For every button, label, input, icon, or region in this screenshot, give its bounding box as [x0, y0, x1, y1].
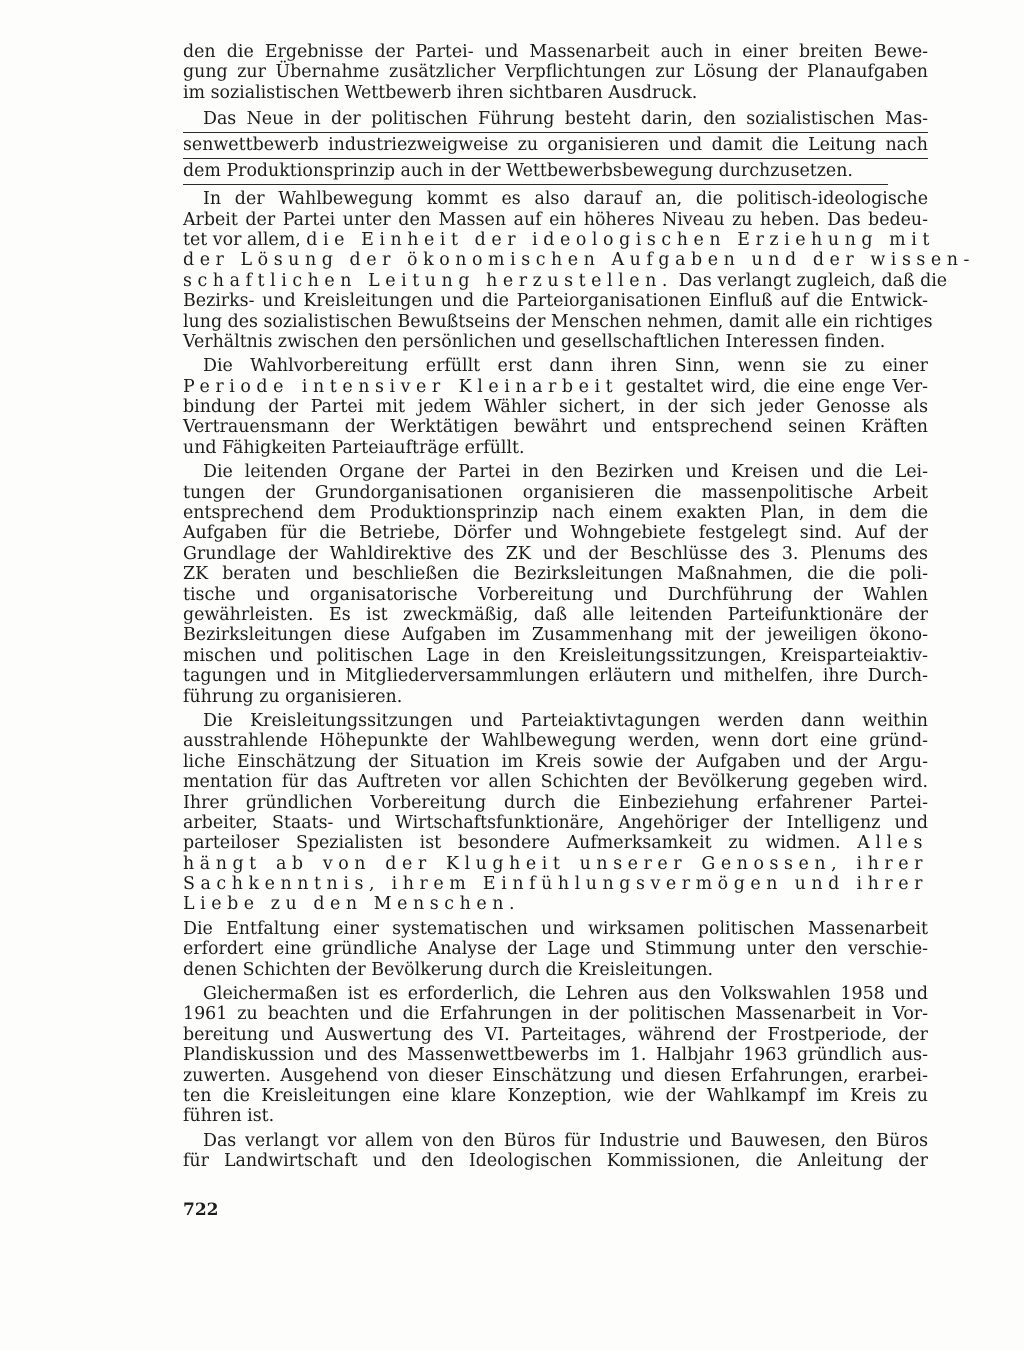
- paragraph: [183, 462, 928, 707]
- body-text: [183, 42, 975, 1176]
- emphasized-text: schaftlichen Leitung herzustellen.: [183, 270, 674, 291]
- text-line: Bezirks- und Kreisleitungen und die Parteiorganisationen Einfluß auf die Entwick-: [183, 291, 928, 312]
- text-line: Verhältnis zwischen den persönlichen und gesellschaftlichen Interessen finden.: [183, 331, 886, 352]
- text-line: entsprechend dem Produktionsprinzip nach einem exakten Plan, in dem die: [183, 503, 928, 524]
- text-line: mischen und politischen Lage in den Kreisleitungssitzungen, Kreisparteiaktiv-: [183, 645, 928, 666]
- text-line: führung zu organisieren.: [183, 686, 403, 707]
- text-segment: Das verlangt zugleich, daß die: [678, 270, 948, 291]
- text-line: Plandiskussion und des Massenwettbewerbs im 1. Halbjahr 1963 gründlich aus-: [183, 1045, 928, 1066]
- text-line: Die Wahlvorbereitung erfüllt erst dann ihren Sinn, wenn sie zu einer: [203, 356, 928, 377]
- text-line: gewährleisten. Es ist zweckmäßig, daß alle leitenden Parteifunktionäre der: [183, 604, 928, 625]
- text-segment: gestaltet wird, die eine enge Ver-: [625, 376, 929, 397]
- text-line: [183, 377, 928, 397]
- paragraph: [183, 356, 928, 458]
- text-line: [183, 833, 928, 853]
- emphasized-text: die Einheit der ideologischen Erziehung mit: [306, 229, 935, 250]
- text-line: 1961 zu beachten und die Erfahrungen in der politischen Massenarbeit in Vor-: [183, 1004, 928, 1025]
- text-line: Das Neue in der politischen Führung besteht darin, den sozialistischen Mas-: [183, 107, 928, 133]
- text-segment: tet vor allem,: [183, 229, 301, 250]
- text-line: Gleichermaßen ist es erforderlich, die Lehren aus den Volkswahlen 1958 und: [203, 984, 928, 1005]
- emphasized-text: Periode intensiver Kleinarbeit: [183, 376, 619, 397]
- text-line: Aufgaben für die Betriebe, Dörfer und Wohngebiete festgelegt sind. Auf der: [183, 523, 928, 544]
- text-line: [183, 270, 948, 291]
- text-line: denen Schichten der Bevölkerung durch die Kreisleitungen.: [183, 959, 714, 980]
- text-line: erfordert eine gründliche Analyse der Lage und Stimmung unter den verschie-: [183, 939, 928, 960]
- text-line: führen ist.: [183, 1106, 275, 1127]
- text-line: Die leitenden Organe der Partei in den Bezirken und Kreisen und die Lei-: [203, 462, 928, 483]
- text-line: den die Ergebnisse der Partei- und Massenarbeit auch in einer breiten Bewe-: [183, 42, 928, 62]
- text-line: liche Einschätzung der Situation im Kreis sowie der Aufgaben und der Argu-: [183, 751, 928, 772]
- paragraph: [183, 919, 928, 980]
- text-line: Grundlage der Wahldirektive des ZK und der Beschlüsse des 3. Plenums des: [183, 543, 928, 564]
- text-line: Das verlangt vor allem von den Büros für Industrie und Bauwesen, den Büros: [203, 1130, 928, 1151]
- text-line: arbeiter, Staats- und Wirtschaftsfunktionäre, Angehöriger der Intelligenz und: [183, 812, 928, 833]
- text-line: Vertrauensmann der Werktätigen bewährt und entsprechend seinen Kräften: [183, 417, 928, 438]
- paragraph: [183, 1131, 928, 1172]
- text-line: bereitung und Auswertung des VI. Parteitages, während der Frostperiode, der: [183, 1024, 928, 1045]
- text-line: zuwerten. Ausgehend von dieser Einschätzung und diesen Erfahrungen, erarbei-: [183, 1065, 928, 1086]
- underlined-paragraph: [183, 107, 928, 185]
- text-line: Die Entfaltung einer systematischen und wirksamen politischen Massenarbeit: [183, 918, 928, 939]
- text-line: ten die Kreisleitungen eine klare Konzeption, wie der Wahlkampf im Kreis zu: [183, 1085, 928, 1106]
- text-line: Arbeit der Partei unter den Massen auf ein höheres Niveau zu heben. Das bedeu-: [183, 209, 928, 230]
- text-line: Die Kreisleitungssitzungen und Parteiaktivtagungen werden dann weithin: [203, 710, 928, 731]
- emphasized-text-line: hängt ab von der Klugheit unserer Genossen, ihrer: [183, 853, 928, 874]
- text-line: lung des sozialistischen Bewußtseins der Menschen nehmen, damit alle ein richtiges: [183, 311, 933, 332]
- text-segment: parteiloser Spezialisten ist besondere Aufmerksamkeit zu widmen.: [183, 833, 841, 854]
- emphasized-text-line: Sachkenntnis, ihrem Einfühlungsvermögen und ihrer: [183, 874, 928, 895]
- page-number: 722: [183, 1200, 219, 1220]
- text-line: dem Produktionsprinzip auch in der Wettbewerbsbewegung durchzusetzen.: [183, 159, 888, 185]
- paragraph: [183, 189, 975, 352]
- text-line: Bezirksleitungen diese Aufgaben im Zusammenhang mit der jeweiligen ökono-: [183, 625, 928, 646]
- emphasized-text-line: der Lösung der ökonomischen Aufgaben und der wissen-: [183, 250, 975, 271]
- paragraph: [183, 711, 928, 915]
- emphasized-text-line: Liebe zu den Menschen.: [183, 894, 521, 915]
- text-line: mentation für das Auftreten vor allen Schichten der Bevölkerung gegeben wird.: [183, 772, 928, 793]
- text-line: bindung der Partei mit jedem Wähler sichert, in der sich jeder Genosse als: [183, 397, 928, 418]
- paragraph: [183, 42, 928, 103]
- text-line: Ihrer gründlichen Vorbereitung durch die Einbeziehung erfahrener Partei-: [183, 792, 928, 813]
- text-line: ZK beraten und beschließen die Bezirksleitungen Maßnahmen, die die poli-: [183, 564, 928, 585]
- text-line: tagungen und in Mitgliederversammlungen erläutern und mithelfen, ihre Durch-: [183, 666, 928, 687]
- text-line: im sozialistischen Wettbewerb ihren sichtbaren Ausdruck.: [183, 82, 698, 103]
- emphasized-text: Alles: [857, 833, 928, 854]
- text-line: tische und organisatorische Vorbereitung und Durchführung der Wahlen: [183, 584, 928, 605]
- text-line: tungen der Grundorganisationen organisieren die massenpolitische Arbeit: [183, 482, 928, 503]
- text-line: gung zur Übernahme zusätzlicher Verpflichtungen zur Lösung der Planaufgaben: [183, 62, 928, 83]
- paragraph: [183, 984, 928, 1127]
- text-line: [183, 229, 935, 250]
- text-line: für Landwirtschaft und den Ideologischen Kommissionen, die Anleitung der: [183, 1151, 928, 1172]
- text-line: senwettbewerb industriezweigweise zu organisieren und damit die Leitung nach: [183, 133, 928, 159]
- text-line: ausstrahlende Höhepunkte der Wahlbewegung werden, wenn dort eine gründ-: [183, 731, 928, 752]
- text-line: und Fähigkeiten Parteiaufträge erfüllt.: [183, 437, 525, 458]
- text-line: In der Wahlbewegung kommt es also darauf an, die politisch-ideologische: [203, 189, 928, 210]
